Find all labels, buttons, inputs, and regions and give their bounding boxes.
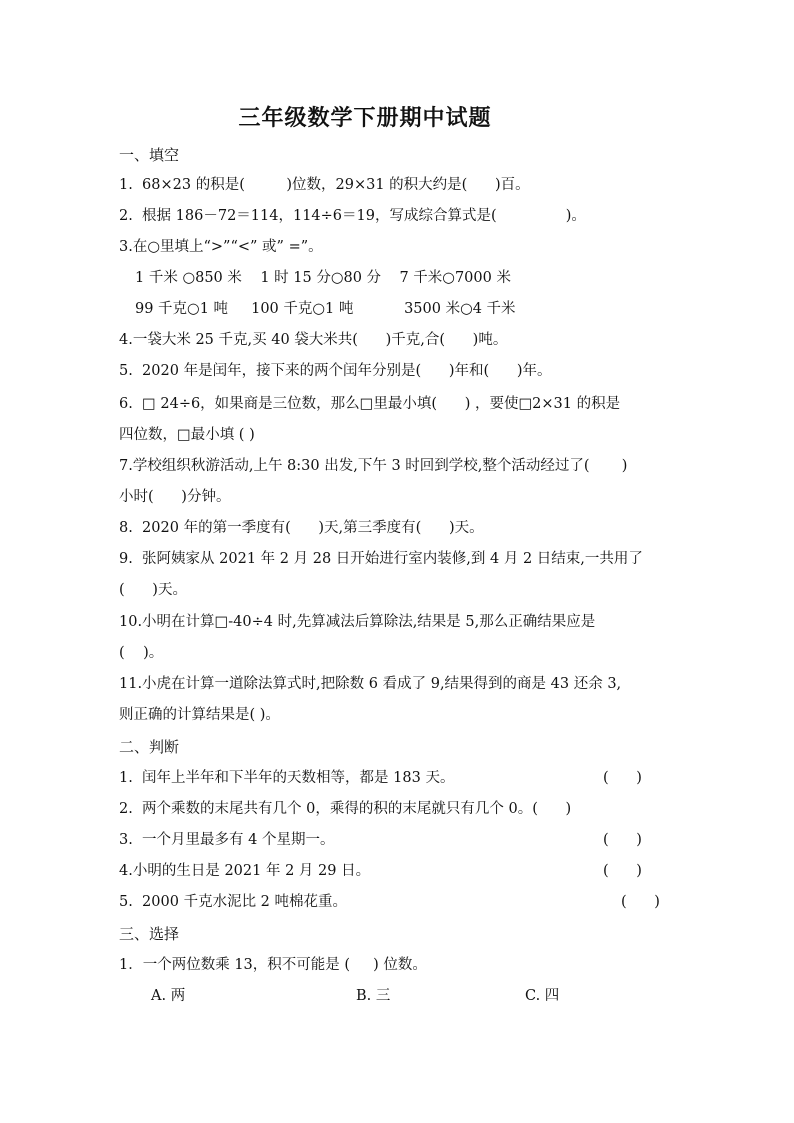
question-text: 2. 根据 186－72＝114，114÷6＝19，写成综合算式是( )。 — [119, 208, 586, 224]
question-text: 6. □ 24÷6，如果商是三位数，那么□里最小填( ) ，要使□2×31 的积是 — [119, 396, 621, 412]
question-text: 99 千克○1 吨 100 千克○1 吨 3500 米○4 千米 — [135, 301, 516, 317]
question-text: 10.小明在计算□-40÷4 时,先算减法后算除法,结果是 5,那么正确结果应是 — [119, 614, 596, 630]
answer-bracket: ( ) — [621, 894, 660, 910]
question-text: 2. 两个乘数的末尾共有几个 0，乘得的积的末尾就只有几个 0。( ) — [119, 801, 572, 817]
question-text: ( )天。 — [119, 582, 187, 598]
question-text: 7.学校组织秋游活动,上午 8:30 出发,下午 3 时回到学校,整个活动经过了( ) — [119, 458, 628, 474]
question-text: 1 千米 ○850 米 1 时 15 分○80 分 7 千米○7000 米 — [135, 270, 511, 286]
section-heading-judge: 二、判断 — [119, 738, 180, 756]
question-text: 1．一个两位数乘 13，积不可能是 ( ) 位数。 — [119, 957, 427, 973]
option-c: C. 四 — [525, 988, 560, 1004]
option-b: B. 三 — [356, 988, 391, 1004]
question-text: 5. 2020 年是闰年，接下来的两个闰年分别是( )年和( )年。 — [119, 363, 552, 379]
question-text: 8. 2020 年的第一季度有( )天,第三季度有( )天。 — [119, 520, 484, 536]
question-text: 则正确的计算结果是( )。 — [119, 707, 280, 723]
answer-bracket: ( ) — [603, 832, 642, 848]
answer-bracket: ( ) — [603, 863, 642, 879]
question-text: ( )。 — [119, 645, 164, 661]
section-heading-fill: 一、填空 — [119, 146, 180, 164]
question-text: 3. 一个月里最多有 4 个星期一。 — [119, 832, 335, 848]
option-a: A. 两 — [151, 988, 186, 1004]
section-heading-choice: 三、选择 — [119, 925, 180, 943]
question-text: 1. 闰年上半年和下半年的天数相等，都是 183 天。 — [119, 770, 455, 786]
question-text: 5. 2000 千克水泥比 2 吨棉花重。 — [119, 894, 348, 910]
question-text: 4.一袋大米 25 千克,买 40 袋大米共( )千克,合( )吨。 — [119, 332, 508, 348]
question-text: 4.小明的生日是 2021 年 2 月 29 日。 — [119, 863, 371, 879]
page-title: 三年级数学下册期中试题 — [238, 105, 492, 131]
question-text: 1. 68×23 的积是( )位数，29×31 的积大约是( )百。 — [119, 177, 530, 193]
question-text: 3.在○里填上“>”“<” 或” =”。 — [119, 239, 323, 255]
question-text: 小时( )分钟。 — [119, 489, 231, 505]
question-text: 9. 张阿姨家从 2021 年 2 月 28 日开始进行室内装修,到 4 月 2 日结束,一共用了 — [119, 551, 643, 567]
question-text: 四位数，□最小填 ( ) — [119, 427, 255, 443]
question-text: 11.小虎在计算一道除法算式时,把除数 6 看成了 9,结果得到的商是 43 还余 3, — [119, 676, 622, 692]
answer-bracket: ( ) — [603, 770, 642, 786]
